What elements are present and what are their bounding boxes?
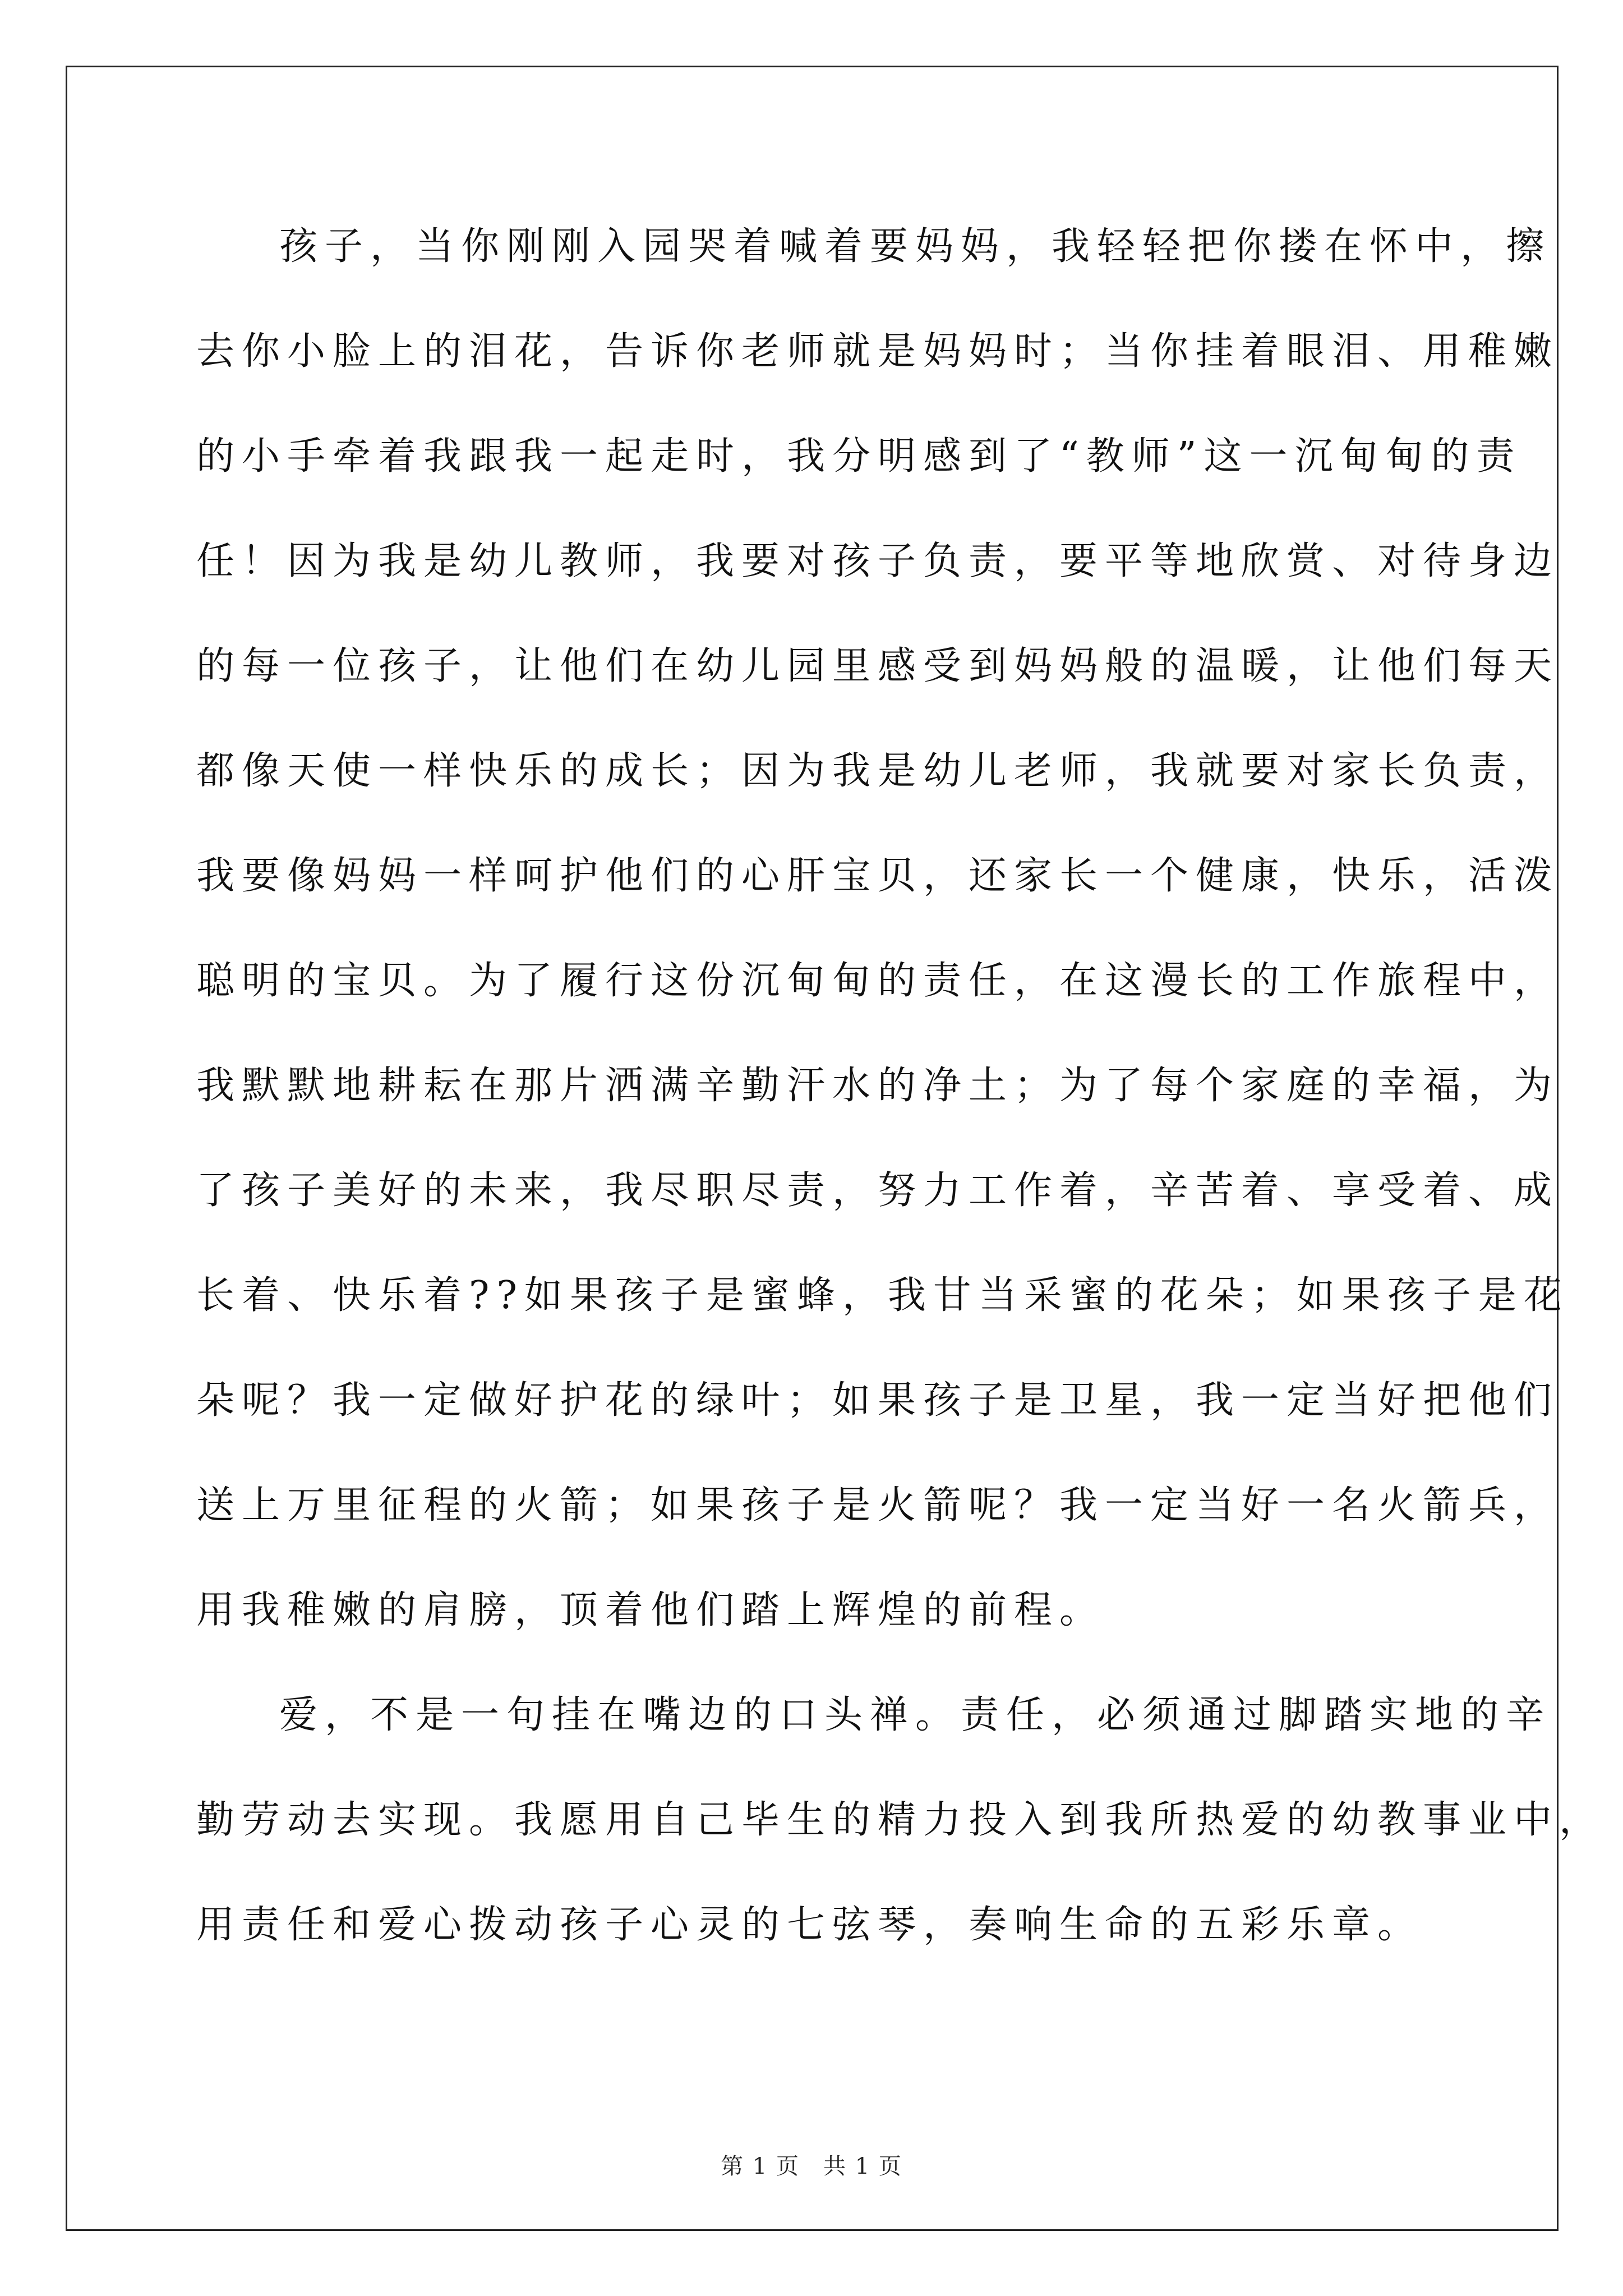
paragraph-1-line-2: 去你小脸上的泪花，告诉你老师就是妈妈时；当你挂着眼泪、用稚嫩 [196,329,1560,374]
paragraph-1-line-4: 任！因为我是幼儿教师，我要对孩子负责，要平等地欣赏、对待身边 [196,539,1560,583]
paragraph-2-line-2: 勤劳动去实现。我愿用自己毕生的精力投入到我所热爱的幼教事业中， [196,1798,1605,1842]
paragraph-1-line-9: 我默默地耕耘在那片洒满辛勤汗水的净土；为了每个家庭的幸福，为 [196,1064,1560,1108]
paragraph-1-line-7: 我要像妈妈一样呵护他们的心肝宝贝，还家长一个健康，快乐，活泼 [196,854,1560,898]
paragraph-1-line-12: 朵呢？我一定做好护花的绿叶；如果孩子是卫星，我一定当好把他们 [196,1378,1560,1423]
paragraph-1-line-14: 用我稚嫩的肩膀，顶着他们踏上辉煌的前程。 [196,1588,1105,1632]
paragraph-1-line-13: 送上万里征程的火箭；如果孩子是火箭呢？我一定当好一名火箭兵， [196,1483,1560,1527]
paragraph-2-line-1: 爱，不是一句挂在嘴边的口头禅。责任，必须通过脚踏实地的辛 [279,1693,1552,1737]
paragraph-1-line-6: 都像天使一样快乐的成长；因为我是幼儿老师，我就要对家长负责， [196,749,1560,793]
paragraph-1-line-8: 聪明的宝贝。为了履行这份沉甸甸的责任，在这漫长的工作旅程中， [196,959,1560,1003]
document-body [196,219,1605,2002]
paragraph-1-line-1: 孩子，当你刚刚入园哭着喊着要妈妈，我轻轻把你搂在怀中，擦 [279,224,1552,269]
paragraph-1-line-3: 的小手牵着我跟我一起走时，我分明感到了“教师”这一沉甸甸的责 [196,434,1522,478]
page-number: 第 1 页 共 1 页 [721,2154,902,2179]
paragraph-1-line-10: 了孩子美好的未来，我尽职尽责，努力工作着，辛苦着、享受着、成 [196,1168,1560,1213]
paragraph-1-line-11: 长着、快乐着??如果孩子是蜜蜂，我甘当采蜜的花朵；如果孩子是花 [196,1273,1569,1318]
paragraph-1-line-5: 的每一位孩子，让他们在幼儿园里感受到妈妈般的温暖，让他们每天 [196,644,1560,688]
paragraph-2-line-3: 用责任和爱心拨动孩子心灵的七弦琴，奏响生命的五彩乐章。 [196,1903,1423,1947]
